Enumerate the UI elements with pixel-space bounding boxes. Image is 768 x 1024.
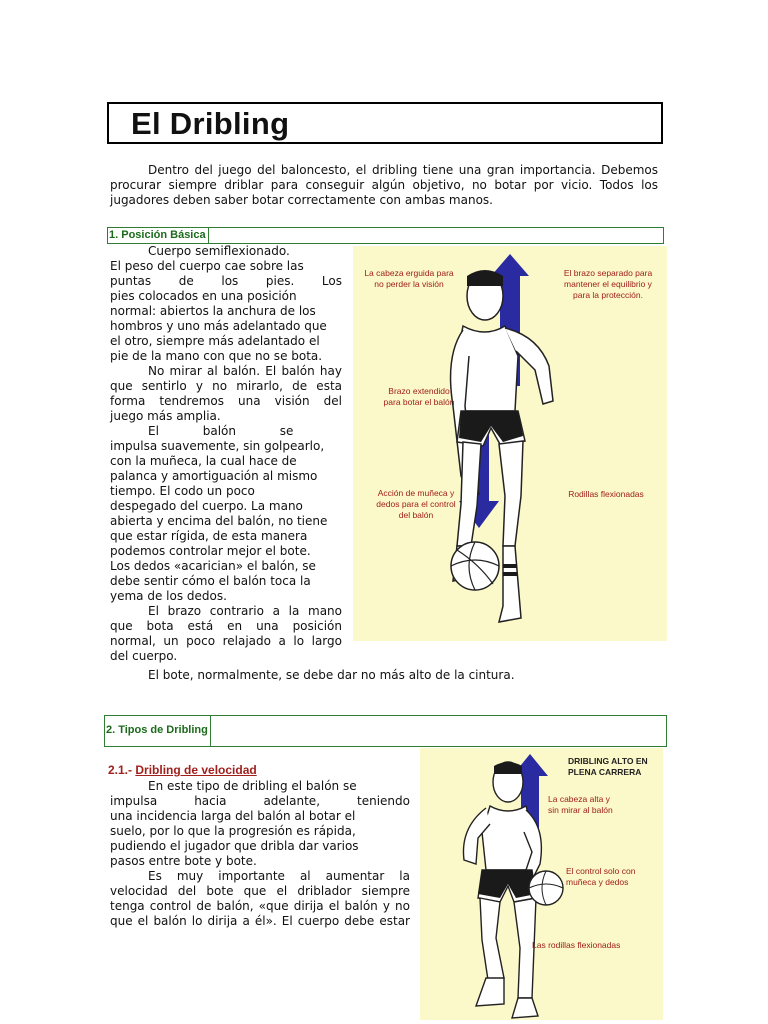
dribbling-posture-figure [353, 246, 667, 641]
caption-title: DRIBLING ALTO EN PLENA CARRERA [568, 756, 648, 777]
text-line: que estar rígida, de esta manera [110, 529, 308, 543]
text-line: el otro, siempre más adelantado el [110, 334, 320, 348]
section-1-label: 1. Posición Básica [108, 228, 209, 243]
text-line: juego más amplia. [110, 409, 221, 423]
text-line: una incidencia larga del balón al botar el [110, 809, 356, 823]
text-line: impulsa suavemente, sin golpearlo, [110, 439, 325, 453]
text-line: que el balón lo dirija a él». El cuerpo debe estar [110, 914, 410, 928]
text-line: pudiendo el jugador que dribla dar varios [110, 839, 359, 853]
player-illustration [353, 246, 667, 641]
text-line: que bota está en una posición [110, 619, 342, 633]
text-line: despegado del cuerpo. La mano [110, 499, 303, 513]
text-line: Es muy importante al aumentar la [148, 869, 410, 883]
text-line: pie de la mano con que no se bota. [110, 349, 323, 363]
caption-wrist: Acción de muñeca y dedos para el control del balón [376, 488, 456, 520]
caption-arm-extended: Brazo extendido para botar el balón [383, 386, 455, 407]
text-line: No mirar al balón. El balón hay [148, 364, 342, 378]
text-line: En este tipo de dribling el balón se [148, 779, 357, 793]
text-line: suelo, por lo que la progresión es rápida, [110, 824, 356, 838]
text-line: tenga control de balón, «que dirija el balón y no [110, 899, 410, 913]
section-2-text [110, 779, 410, 929]
caption-arm-separated: El brazo separado para mantener el equilibrio y para la protección. [563, 268, 653, 300]
speed-dribbling-figure [420, 748, 663, 1020]
text-line: tiempo. El codo un poco [110, 484, 255, 498]
subsection-number: 2.1.- [108, 763, 133, 777]
subsection-heading [108, 763, 257, 777]
caption-head-up: La cabeza alta y sin mirar al balón [548, 794, 613, 815]
text-line: Cuerpo semiflexionado. [148, 244, 290, 258]
text-line: pasos entre bote y bote. [110, 854, 257, 868]
caption-control: El control solo con muñeca y dedos [566, 866, 636, 887]
text-line: del cuerpo. [110, 649, 178, 663]
text-line: palanca y amortiguación al mismo [110, 469, 318, 483]
text-line: yema de los dedos. [110, 589, 227, 603]
section-1-last-line: El bote, normalmente, se debe dar no más alto de la cintura. [148, 668, 515, 682]
basketball-icon [451, 542, 499, 590]
text-line: abierta y encima del balón, no tiene [110, 514, 328, 528]
caption-head: La cabeza erguida para no perder la visión [364, 268, 454, 289]
section-2-label: 2. Tipos de Dribling [105, 716, 211, 746]
text-line: normal, un poco relajado a lo largo [110, 634, 342, 648]
text-line: El brazo contrario a la mano [148, 604, 342, 618]
text-line: que sentirlo y no mirarlo, de esta [110, 379, 342, 393]
title-box [107, 102, 663, 144]
section-1-header [107, 227, 664, 244]
text-line: velocidad del bote que el driblador siempre [110, 884, 410, 898]
text-line: El peso del cuerpo cae sobre las [110, 259, 304, 273]
text-line: debe sentir cómo el balón toca la [110, 574, 311, 588]
text-line: puntas de los pies. Los [110, 274, 342, 288]
text-line: El balón se [148, 424, 294, 438]
subsection-title: Dribling de velocidad [135, 763, 257, 777]
text-line: pies colocados en una posición [110, 289, 297, 303]
text-line: hombros y uno más adelantado que [110, 319, 327, 333]
text-line: Los dedos «acarician» el balón, se [110, 559, 316, 573]
text-line: impulsa hacia adelante, teniendo [110, 794, 410, 808]
intro-paragraph: Dentro del juego del baloncesto, el dribling tiene una gran importancia. Debemos procurar siempre driblar para conseguir algún objetivo, no botar por vicio. Todos los jugadores deben saber botar correctamente con ambas manos. [110, 163, 658, 207]
section-1-text [110, 244, 342, 664]
section-2-header [104, 715, 667, 747]
page-title: El Dribling [131, 106, 290, 141]
basketball-icon [529, 871, 563, 905]
caption-knees: Rodillas flexionadas [568, 489, 644, 499]
text-line: con la muñeca, la cual hace de [110, 454, 297, 468]
caption-knees-bent: Las rodillas flexionadas [532, 940, 621, 950]
text-line: forma tendremos una visión del [110, 394, 342, 408]
text-line: podemos controlar mejor el bote. [110, 544, 311, 558]
text-line: normal: abiertos la anchura de los [110, 304, 316, 318]
